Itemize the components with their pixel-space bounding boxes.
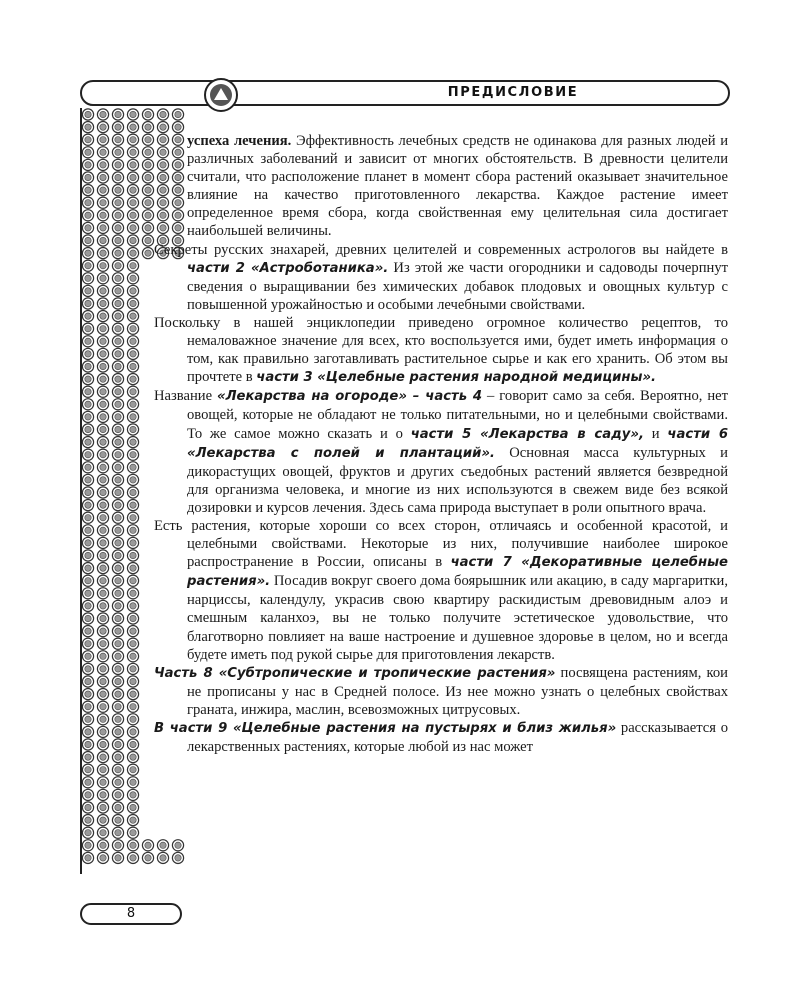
decorative-ring: [112, 815, 123, 826]
decorative-ring: [127, 285, 138, 296]
decorative-ring: [82, 185, 93, 196]
decorative-ring: [127, 411, 138, 422]
decorative-ring: [97, 852, 108, 863]
decorative-ring: [97, 777, 108, 788]
decorative-ring: [127, 764, 138, 775]
decorative-ring: [97, 122, 108, 133]
decorative-ring: [112, 840, 123, 851]
decorative-ring: [97, 701, 108, 712]
decorative-ring: [97, 336, 108, 347]
decorative-ring: [97, 676, 108, 687]
decorative-ring: [97, 197, 108, 208]
paragraph-text: и: [643, 425, 668, 442]
preface-body: [154, 132, 728, 756]
decorative-ring: [127, 575, 138, 586]
decorative-ring: [112, 852, 123, 863]
decorative-ring: [127, 600, 138, 611]
decorative-ring: [142, 197, 153, 208]
decorative-ring: [112, 273, 123, 284]
decorative-ring: [82, 726, 93, 737]
decorative-ring: [112, 689, 123, 700]
decorative-ring: [142, 134, 153, 145]
decorative-ring: [97, 411, 108, 422]
decorative-ring: [97, 474, 108, 485]
decorative-ring: [172, 852, 183, 863]
section-reference: части 2 «Астроботаника».: [187, 260, 389, 276]
decorative-ring: [82, 336, 93, 347]
decorative-ring: [127, 689, 138, 700]
decorative-ring: [82, 374, 93, 385]
decorative-ring: [127, 235, 138, 246]
decorative-ring: [112, 172, 123, 183]
decorative-ring: [82, 487, 93, 498]
decorative-ring: [127, 210, 138, 221]
decorative-ring: [97, 210, 108, 221]
decorative-ring: [112, 424, 123, 435]
decorative-ring: [82, 399, 93, 410]
section-reference: части 5 «Лекарства в саду»,: [410, 426, 644, 442]
decorative-ring: [97, 500, 108, 511]
decorative-ring: [142, 222, 153, 233]
decorative-ring: [127, 323, 138, 334]
decorative-ring: [127, 840, 138, 851]
decorative-ring: [127, 399, 138, 410]
decorative-ring: [112, 613, 123, 624]
decorative-ring: [127, 701, 138, 712]
decorative-ring: [127, 159, 138, 170]
decorative-ring: [112, 361, 123, 372]
decorative-ring: [112, 714, 123, 725]
decorative-ring: [97, 260, 108, 271]
decorative-ring: [82, 437, 93, 448]
decorative-ring: [127, 374, 138, 385]
decorative-ring: [97, 714, 108, 725]
decorative-ring: [127, 827, 138, 838]
decorative-ring: [97, 600, 108, 611]
decorative-ring: [82, 789, 93, 800]
decorative-ring: [82, 424, 93, 435]
decorative-ring: [97, 311, 108, 322]
decorative-ring: [112, 210, 123, 221]
decorative-ring: [82, 663, 93, 674]
decorative-ring: [82, 298, 93, 309]
decorative-ring: [112, 701, 123, 712]
decorative-ring: [82, 852, 93, 863]
decorative-ring: [82, 739, 93, 750]
decorative-ring: [127, 714, 138, 725]
decorative-ring: [97, 512, 108, 523]
decorative-ring: [82, 474, 93, 485]
decorative-ring: [112, 802, 123, 813]
decorative-ring: [127, 815, 138, 826]
page-number: 8: [80, 903, 182, 925]
decorative-ring: [82, 563, 93, 574]
decorative-ring: [82, 411, 93, 422]
decorative-ring: [127, 789, 138, 800]
paragraph: [154, 241, 728, 314]
decorative-ring: [82, 827, 93, 838]
decorative-ring: [82, 651, 93, 662]
decorative-ring: [82, 815, 93, 826]
decorative-ring: [172, 840, 183, 851]
decorative-ring: [97, 726, 108, 737]
decorative-ring: [82, 172, 93, 183]
paragraph: [154, 517, 728, 664]
decorative-ring: [127, 172, 138, 183]
paragraph-text: Основная масса культурных и дикорастущих овощей, фруктов и других съедобных растений является безвредной для организма человека, и многие из них используются в свежем виде без всякой дозировки и курсов лечения. Здесь сама природа выступает в роли опытного врача.: [187, 444, 728, 516]
decorative-ring: [127, 550, 138, 561]
paragraph-text: Эффективность лечебных средств не одинакова для разных людей и различных заболеваний и зависит от многих обстоятельств. В древности целители считали, что расположение планет в момент сбора растений оказывает значительное влияние на качество приготовленного лекарства. Каждое растение имеет определенное время сбора, когда свойственная ему целительная сила достигает наибольшей величины.: [187, 133, 729, 240]
decorative-ring: [97, 147, 108, 158]
decorative-ring: [97, 689, 108, 700]
decorative-ring: [112, 525, 123, 536]
decorative-ring: [127, 361, 138, 372]
decorative-ring: [112, 298, 123, 309]
decorative-ring: [127, 626, 138, 637]
decorative-ring: [82, 714, 93, 725]
decorative-ring: [112, 512, 123, 523]
decorative-ring: [82, 449, 93, 460]
decorative-ring: [97, 159, 108, 170]
decorative-ring: [112, 248, 123, 259]
paragraph-text: Название: [154, 388, 217, 405]
decorative-ring: [97, 273, 108, 284]
left-border-line: [80, 108, 82, 874]
emphasis-text: успеха лечения.: [187, 133, 292, 149]
decorative-ring: [97, 109, 108, 120]
decorative-ring: [97, 348, 108, 359]
decorative-ring: [112, 109, 123, 120]
decorative-ring: [97, 815, 108, 826]
decorative-ring: [97, 298, 108, 309]
decorative-ring: [112, 197, 123, 208]
decorative-ring: [97, 437, 108, 448]
decorative-ring: [112, 399, 123, 410]
decorative-ring: [97, 285, 108, 296]
decorative-ring: [127, 248, 138, 259]
decorative-ring: [127, 663, 138, 674]
decorative-ring: [97, 386, 108, 397]
decorative-ring: [127, 147, 138, 158]
decorative-ring: [82, 689, 93, 700]
decorative-ring: [112, 323, 123, 334]
decorative-ring: [97, 663, 108, 674]
section-reference: части 6 «Лекарства с полей и плантаций».: [187, 426, 729, 461]
decorative-ring: [112, 185, 123, 196]
decorative-ring: [82, 311, 93, 322]
paragraph-text: посвящена растениям, кои не прописаны у нас в Средней полосе. Из нее можно узнать о целебных свойствах граната, инжира, маслин, всевозможных цитрусовых.: [187, 664, 728, 718]
decorative-ring: [82, 462, 93, 473]
decorative-ring: [127, 537, 138, 548]
decorative-ring: [127, 462, 138, 473]
section-reference: Часть 8 «Субтропические и тропические растения»: [154, 665, 556, 681]
paragraph: [154, 664, 728, 719]
decorative-ring: [82, 638, 93, 649]
decorative-ring: [112, 550, 123, 561]
decorative-ring: [127, 852, 138, 863]
decorative-ring: [112, 537, 123, 548]
decorative-ring: [127, 777, 138, 788]
decorative-ring: [112, 348, 123, 359]
paragraph: [154, 719, 728, 756]
section-reference: «Лекарства на огороде» – часть 4: [217, 389, 483, 405]
page-title: ПРЕДИСЛОВИЕ: [447, 85, 579, 100]
decorative-ring: [97, 449, 108, 460]
decorative-ring: [82, 537, 93, 548]
decorative-ring: [127, 122, 138, 133]
decorative-ring: [82, 260, 93, 271]
decorative-ring: [97, 222, 108, 233]
decorative-ring: [97, 563, 108, 574]
decorative-ring: [82, 273, 93, 284]
decorative-ring: [172, 109, 183, 120]
decorative-ring: [112, 222, 123, 233]
decorative-ring: [97, 752, 108, 763]
decorative-ring: [82, 512, 93, 523]
paragraph: [154, 314, 728, 387]
decorative-ring: [97, 827, 108, 838]
decorative-ring: [97, 235, 108, 246]
decorative-ring: [142, 172, 153, 183]
decorative-ring: [112, 336, 123, 347]
paragraph-text: рассказывается о лекарственных растениях, которые любой из нас может: [187, 720, 728, 756]
decorative-ring: [82, 134, 93, 145]
decorative-ring: [112, 122, 123, 133]
decorative-ring: [112, 752, 123, 763]
paragraph-text: Секреты русских знахарей, древних целителей и современных астрологов вы найдете в: [154, 241, 728, 258]
decorative-ring: [127, 311, 138, 322]
decorative-ring: [142, 235, 153, 246]
paragraph-text: Поскольку в нашей энциклопедии приведено огромное количество рецептов, то немаловажное значение для всех, кто воспользуется ими, будет иметь информация о том, как правильно заготавливать растительное сырье и как его хранить. Об этом вы прочтете в: [154, 314, 728, 386]
decorative-ring: [112, 777, 123, 788]
decorative-ring: [112, 663, 123, 674]
decorative-ring: [127, 222, 138, 233]
decorative-ring: [127, 613, 138, 624]
decorative-ring: [127, 474, 138, 485]
decorative-ring: [112, 676, 123, 687]
section-reference: части 7 «Декоративные целебные растения».: [187, 555, 728, 590]
decorative-ring: [112, 726, 123, 737]
decorative-ring: [112, 437, 123, 448]
decorative-ring: [82, 752, 93, 763]
decorative-ring: [97, 802, 108, 813]
decorative-ring: [82, 575, 93, 586]
decorative-ring: [112, 651, 123, 662]
decorative-ring: [82, 676, 93, 687]
decorative-ring: [82, 840, 93, 851]
decorative-ring: [127, 563, 138, 574]
decorative-ring: [127, 512, 138, 523]
decorative-ring: [127, 298, 138, 309]
decorative-ring: [97, 525, 108, 536]
decorative-ring: [157, 109, 168, 120]
decorative-ring: [97, 626, 108, 637]
decorative-ring: [112, 235, 123, 246]
decorative-ring: [97, 487, 108, 498]
decorative-ring: [82, 361, 93, 372]
decorative-ring: [112, 311, 123, 322]
decorative-ring: [127, 185, 138, 196]
decorative-ring: [82, 248, 93, 259]
decorative-ring: [97, 588, 108, 599]
decorative-ring: [127, 487, 138, 498]
paragraph-text: Из этой же части огородники и садоводы почерпнут сведения о выращивании без химических добавок плодовых и овощных культур с повышенной урожайностью и особыми лечебными свойствами.: [187, 259, 729, 313]
decorative-ring: [112, 827, 123, 838]
decorative-ring: [82, 802, 93, 813]
decorative-ring: [112, 260, 123, 271]
decorative-ring: [97, 638, 108, 649]
decorative-ring: [127, 739, 138, 750]
decorative-ring: [127, 500, 138, 511]
decorative-ring: [97, 323, 108, 334]
decorative-ring: [112, 147, 123, 158]
decorative-ring: [97, 374, 108, 385]
decorative-ring: [112, 789, 123, 800]
decorative-ring: [97, 651, 108, 662]
decorative-ring: [97, 424, 108, 435]
decorative-ring: [82, 210, 93, 221]
decorative-ring: [112, 462, 123, 473]
decorative-ring: [112, 474, 123, 485]
decorative-ring: [142, 185, 153, 196]
chapter-emblem-icon: [204, 78, 238, 112]
decorative-ring: [82, 235, 93, 246]
header-bar: [80, 80, 730, 106]
decorative-ring: [142, 147, 153, 158]
decorative-ring: [82, 764, 93, 775]
decorative-ring: [82, 122, 93, 133]
paragraph-text: – говорит само за себя. Вероятно, нет овощей, которые не обладают не только питательными, но и целебными свойствами. То же самое можно сказать и о: [187, 388, 729, 442]
decorative-ring: [112, 134, 123, 145]
decorative-ring: [112, 575, 123, 586]
decorative-ring: [127, 588, 138, 599]
decorative-ring: [97, 739, 108, 750]
decorative-ring: [97, 789, 108, 800]
decorative-ring: [82, 285, 93, 296]
decorative-ring: [112, 600, 123, 611]
decorative-ring: [112, 449, 123, 460]
decorative-ring: [142, 159, 153, 170]
decorative-ring: [127, 424, 138, 435]
decorative-ring: [82, 588, 93, 599]
decorative-ring: [82, 386, 93, 397]
decorative-ring: [127, 676, 138, 687]
decorative-ring: [82, 626, 93, 637]
decorative-ring: [127, 651, 138, 662]
paragraph: [154, 132, 728, 241]
decorative-ring: [112, 563, 123, 574]
decorative-ring: [82, 600, 93, 611]
decorative-ring: [82, 222, 93, 233]
decorative-ring: [82, 550, 93, 561]
paragraph: [154, 387, 728, 517]
decorative-ring: [142, 109, 153, 120]
decorative-ring: [97, 361, 108, 372]
decorative-ring: [112, 285, 123, 296]
decorative-ring: [97, 248, 108, 259]
decorative-ring: [97, 840, 108, 851]
decorative-ring: [112, 739, 123, 750]
decorative-ring: [142, 122, 153, 133]
decorative-ring: [97, 172, 108, 183]
decorative-ring: [127, 726, 138, 737]
decorative-ring: [142, 840, 153, 851]
decorative-ring: [112, 411, 123, 422]
decorative-ring: [127, 752, 138, 763]
decorative-ring: [82, 348, 93, 359]
decorative-ring: [97, 550, 108, 561]
decorative-ring: [112, 638, 123, 649]
decorative-ring: [127, 802, 138, 813]
section-reference: В части 9 «Целебные растения на пустырях и близ жилья»: [154, 721, 617, 736]
decorative-ring: [127, 525, 138, 536]
decorative-ring: [127, 336, 138, 347]
decorative-ring: [97, 575, 108, 586]
decorative-ring: [97, 537, 108, 548]
decorative-ring: [97, 462, 108, 473]
decorative-ring: [82, 323, 93, 334]
decorative-ring: [157, 852, 168, 863]
decorative-ring: [142, 210, 153, 221]
decorative-ring: [82, 525, 93, 536]
decorative-ring: [127, 197, 138, 208]
decorative-ring: [82, 147, 93, 158]
decorative-ring: [142, 248, 153, 259]
decorative-ring: [127, 109, 138, 120]
decorative-ring: [82, 777, 93, 788]
decorative-ring: [82, 197, 93, 208]
decorative-ring: [127, 638, 138, 649]
decorative-ring: [112, 159, 123, 170]
decorative-ring: [112, 500, 123, 511]
decorative-ring: [157, 840, 168, 851]
decorative-ring: [127, 386, 138, 397]
decorative-ring: [82, 613, 93, 624]
decorative-ring: [82, 500, 93, 511]
decorative-ring: [82, 701, 93, 712]
decorative-ring: [112, 386, 123, 397]
decorative-ring: [112, 626, 123, 637]
decorative-ring: [112, 764, 123, 775]
decorative-ring: [97, 185, 108, 196]
paragraph-text: Есть растения, которые хороши со всех сторон, отличаясь и особенной красотой, и целебными свойствами. Некоторые из них, получившие наиболее широкое распространение в России, описаны в: [154, 517, 728, 571]
decorative-ring: [112, 588, 123, 599]
paragraph-text: Посадив вокруг своего дома боярышник или акацию, в саду маргаритки, нарциссы, календулу, украсив свою квартиру раскидистым древовидным алоэ и смешным каланхоэ, вы не только получите эстетическое удовольствие, что благотворно повлияет на ваше настроение и душевное здоровье в целом, но и всегда будете иметь под рукой сырье для приготовления лекарств.: [187, 573, 728, 663]
decorative-ring: [127, 348, 138, 359]
decorative-ring: [142, 852, 153, 863]
decorative-ring: [112, 374, 123, 385]
decorative-ring: [97, 613, 108, 624]
decorative-ring: [127, 260, 138, 271]
decorative-ring: [82, 109, 93, 120]
section-reference: части 3 «Целебные растения народной медицины».: [256, 370, 656, 386]
decorative-ring: [82, 159, 93, 170]
decorative-ring: [127, 134, 138, 145]
decorative-ring: [97, 134, 108, 145]
decorative-ring: [127, 273, 138, 284]
decorative-ring: [97, 764, 108, 775]
decorative-ring: [127, 437, 138, 448]
decorative-ring: [112, 487, 123, 498]
decorative-ring: [97, 399, 108, 410]
decorative-ring: [127, 449, 138, 460]
